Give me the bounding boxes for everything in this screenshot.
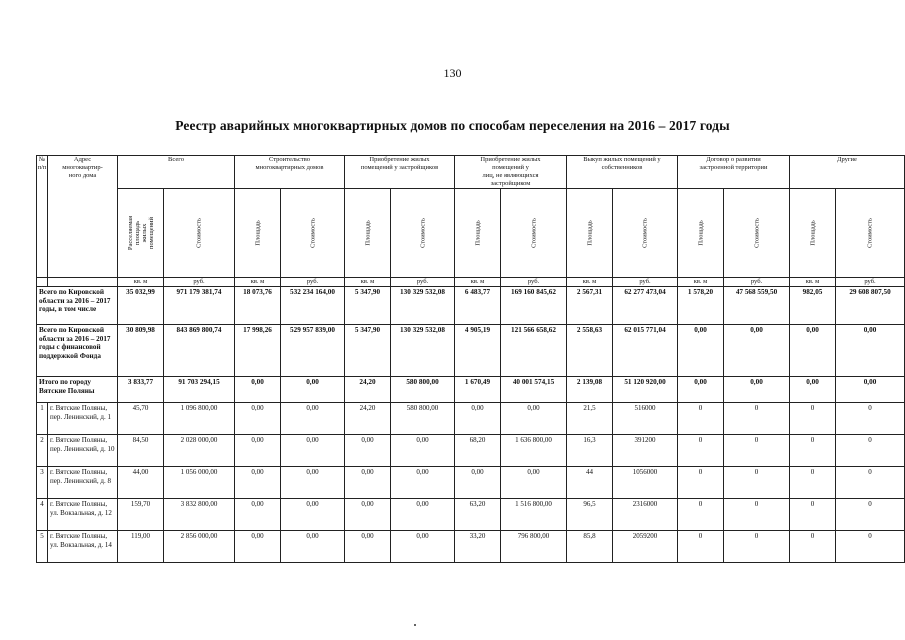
table-row <box>37 531 905 563</box>
row-number: 1 <box>37 403 48 435</box>
value-cell: 68,20 <box>455 435 501 467</box>
value-cell: 0 <box>790 435 836 467</box>
summary-value-cell: 47 568 559,50 <box>724 287 790 325</box>
summary-value-cell: 843 869 800,74 <box>164 325 235 377</box>
subheader-cell <box>567 189 613 278</box>
table-row <box>37 499 905 531</box>
value-cell: 2059200 <box>613 531 678 563</box>
header-address: Адрес многоквартир- ного дома <box>48 156 118 278</box>
summary-value-cell: 580 800,00 <box>391 377 455 403</box>
value-cell: 796 800,00 <box>501 531 567 563</box>
subheader-label: Стоимость <box>866 218 874 248</box>
table-body <box>37 287 905 563</box>
subheader-label: Площадь <box>254 220 261 246</box>
subheader-cell <box>455 189 501 278</box>
subheader-label: Площадь <box>697 220 704 246</box>
summary-value-cell: 0,00 <box>281 377 345 403</box>
summary-value-cell: 2 567,31 <box>567 287 613 325</box>
value-cell: 0 <box>836 531 905 563</box>
header-group-purchase-developers: Приобретение жилых помещений у застройщиков <box>345 156 455 189</box>
summary-row <box>37 287 905 325</box>
unit-cell: кв. м <box>345 278 391 287</box>
row-number: 5 <box>37 531 48 563</box>
summary-value-cell: 0,00 <box>724 325 790 377</box>
summary-value-cell: 18 073,76 <box>235 287 281 325</box>
value-cell: 0 <box>790 403 836 435</box>
value-cell: 0 <box>724 467 790 499</box>
value-cell: 0,00 <box>391 499 455 531</box>
header-group-purchase-non-developers: Приобретение жилых помещений у лиц, не являющихся застройщиком <box>455 156 567 189</box>
registry-table <box>36 155 905 563</box>
value-cell: 1 636 800,00 <box>501 435 567 467</box>
summary-value-cell: 0,00 <box>836 377 905 403</box>
units-empty <box>48 278 118 287</box>
value-cell: 0,00 <box>345 499 391 531</box>
unit-cell: руб. <box>501 278 567 287</box>
value-cell: 0 <box>678 467 724 499</box>
value-cell: 0 <box>836 499 905 531</box>
value-cell: 44 <box>567 467 613 499</box>
summary-value-cell: 35 032,99 <box>118 287 164 325</box>
subheader-label: Площадь <box>586 220 593 246</box>
value-cell: 63,20 <box>455 499 501 531</box>
value-cell: 0,00 <box>281 435 345 467</box>
row-address: г. Вятские Поляны, ул. Вокзальная, д. 12 <box>48 499 118 531</box>
summary-value-cell: 51 120 920,00 <box>613 377 678 403</box>
summary-value-cell: 130 329 532,08 <box>391 325 455 377</box>
value-cell: 0,00 <box>345 531 391 563</box>
value-cell: 2316000 <box>613 499 678 531</box>
row-address: г. Вятские Поляны, пер. Ленинский, д. 10 <box>48 435 118 467</box>
summary-value-cell: 2 139,08 <box>567 377 613 403</box>
summary-value-cell: 0,00 <box>678 325 724 377</box>
unit-cell: руб. <box>724 278 790 287</box>
units-empty <box>37 278 48 287</box>
summary-value-cell: 0,00 <box>235 377 281 403</box>
unit-cell: кв. м <box>678 278 724 287</box>
header-group-other: Другие <box>790 156 905 189</box>
value-cell: 0 <box>836 467 905 499</box>
value-cell: 0,00 <box>281 403 345 435</box>
summary-value-cell: 2 558,63 <box>567 325 613 377</box>
subheader-cell <box>391 189 455 278</box>
value-cell: 0 <box>724 435 790 467</box>
subheader-label: Стоимость <box>195 218 203 248</box>
row-address: г. Вятские Поляны, ул. Вокзальная, д. 14 <box>48 531 118 563</box>
summary-label: Всего по Кировской области за 2016 – 2017 годы с финансовой поддержкой Фонда <box>37 325 118 377</box>
unit-cell: руб. <box>836 278 905 287</box>
subheader-label: Стоимость <box>641 218 649 248</box>
unit-cell: руб. <box>613 278 678 287</box>
summary-label: Итого по городу Вятские Поляны <box>37 377 118 403</box>
value-cell: 159,70 <box>118 499 164 531</box>
summary-label: Всего по Кировской области за 2016 – 2017 годы, в том числе <box>37 287 118 325</box>
header-group-total: Всего <box>118 156 235 189</box>
value-cell: 0 <box>790 499 836 531</box>
value-cell: 1 516 800,00 <box>501 499 567 531</box>
unit-cell: кв. м <box>567 278 613 287</box>
summary-value-cell: 532 234 164,00 <box>281 287 345 325</box>
unit-cell: руб. <box>391 278 455 287</box>
value-cell: 516000 <box>613 403 678 435</box>
value-cell: 0 <box>724 531 790 563</box>
value-cell: 3 832 800,00 <box>164 499 235 531</box>
document-title: Реестр аварийных многоквартирных домов по способам переселения на 2016 – 2017 годы <box>175 118 730 133</box>
subheader-label: Площадь <box>474 220 481 246</box>
subheader-cell <box>790 189 836 278</box>
value-cell: 0 <box>790 531 836 563</box>
row-address: г. Вятские Поляны, пер. Ленинский, д. 8 <box>48 467 118 499</box>
header-num: № п/п <box>37 156 48 278</box>
value-cell: 0,00 <box>345 467 391 499</box>
row-number: 2 <box>37 435 48 467</box>
summary-value-cell: 971 179 381,74 <box>164 287 235 325</box>
value-cell: 0,00 <box>501 403 567 435</box>
subheader-cell <box>678 189 724 278</box>
summary-value-cell: 0,00 <box>678 377 724 403</box>
summary-value-cell: 529 957 839,00 <box>281 325 345 377</box>
summary-value-cell: 62 015 771,04 <box>613 325 678 377</box>
page-number: 130 <box>443 66 462 80</box>
unit-cell: кв. м <box>455 278 501 287</box>
summary-value-cell: 4 905,19 <box>455 325 501 377</box>
header-group-buyout: Выкуп жилых помещений у собственников <box>567 156 678 189</box>
value-cell: 2 028 000,00 <box>164 435 235 467</box>
summary-value-cell: 0,00 <box>724 377 790 403</box>
value-cell: 0,00 <box>281 467 345 499</box>
value-cell: 44,00 <box>118 467 164 499</box>
summary-value-cell: 982,05 <box>790 287 836 325</box>
summary-value-cell: 17 998,26 <box>235 325 281 377</box>
value-cell: 0 <box>678 531 724 563</box>
summary-value-cell: 0,00 <box>790 325 836 377</box>
unit-cell: кв. м <box>235 278 281 287</box>
summary-value-cell: 30 809,98 <box>118 325 164 377</box>
value-cell: 0,00 <box>235 499 281 531</box>
subheader-label: Стоимость <box>419 218 426 248</box>
summary-value-cell: 62 277 473,04 <box>613 287 678 325</box>
summary-value-cell: 24,20 <box>345 377 391 403</box>
summary-value-cell: 91 703 294,15 <box>164 377 235 403</box>
value-cell: 0,00 <box>235 403 281 435</box>
subheader-label: Площадь <box>364 220 371 246</box>
subheader-label: Стоимость <box>309 218 316 248</box>
value-cell: 33,20 <box>455 531 501 563</box>
summary-value-cell: 6 483,77 <box>455 287 501 325</box>
summary-value-cell: 5 347,90 <box>345 325 391 377</box>
summary-value-cell: 130 329 532,08 <box>391 287 455 325</box>
summary-value-cell: 0,00 <box>836 325 905 377</box>
value-cell: 0,00 <box>281 531 345 563</box>
value-cell: 0,00 <box>281 499 345 531</box>
value-cell: 580 800,00 <box>391 403 455 435</box>
subheader-cell <box>613 189 678 278</box>
summary-row <box>37 325 905 377</box>
summary-value-cell: 0,00 <box>790 377 836 403</box>
row-number: 4 <box>37 499 48 531</box>
subheader-cell <box>724 189 790 278</box>
summary-value-cell: 40 001 574,15 <box>501 377 567 403</box>
summary-value-cell: 3 833,77 <box>118 377 164 403</box>
summary-value-cell: 1 670,49 <box>455 377 501 403</box>
value-cell: 1 056 000,00 <box>164 467 235 499</box>
subheader-label: Стоимость <box>753 218 760 248</box>
value-cell: 391200 <box>613 435 678 467</box>
summary-value-cell: 29 608 807,50 <box>836 287 905 325</box>
summary-value-cell: 1 578,20 <box>678 287 724 325</box>
value-cell: 0 <box>836 403 905 435</box>
value-cell: 119,00 <box>118 531 164 563</box>
units-row <box>37 278 905 287</box>
table-row <box>37 435 905 467</box>
header-group-development-agreement: Договор о развитии застроенной территории <box>678 156 790 189</box>
value-cell: 85,8 <box>567 531 613 563</box>
subheader-cell <box>501 189 567 278</box>
value-cell: 84,50 <box>118 435 164 467</box>
summary-row <box>37 377 905 403</box>
subheader-label: Расселяемая площадь жилых помещений <box>126 215 155 251</box>
value-cell: 0,00 <box>345 435 391 467</box>
value-cell: 0 <box>678 403 724 435</box>
subheader-label: Стоимость <box>530 218 537 248</box>
row-address: г. Вятские Поляны, пер. Ленинский, д. 1 <box>48 403 118 435</box>
value-cell: 0 <box>724 403 790 435</box>
value-cell: 0,00 <box>391 435 455 467</box>
subheader-cell <box>164 189 235 278</box>
table-row <box>37 403 905 435</box>
value-cell: 0 <box>790 467 836 499</box>
subheader-cell <box>281 189 345 278</box>
unit-cell: кв. м <box>790 278 836 287</box>
unit-cell: руб. <box>281 278 345 287</box>
subheader-cell <box>345 189 391 278</box>
value-cell: 0 <box>724 499 790 531</box>
value-cell: 0,00 <box>235 435 281 467</box>
value-cell: 21,5 <box>567 403 613 435</box>
subheader-label: Площадь <box>809 220 816 246</box>
row-number: 3 <box>37 467 48 499</box>
unit-cell: руб. <box>164 278 235 287</box>
summary-value-cell: 169 160 845,62 <box>501 287 567 325</box>
table-row <box>37 467 905 499</box>
value-cell: 0,00 <box>455 467 501 499</box>
value-cell: 96,5 <box>567 499 613 531</box>
value-cell: 0,00 <box>235 531 281 563</box>
value-cell: 2 856 000,00 <box>164 531 235 563</box>
value-cell: 16,3 <box>567 435 613 467</box>
value-cell: 0 <box>678 435 724 467</box>
summary-value-cell: 121 566 658,62 <box>501 325 567 377</box>
value-cell: 0 <box>836 435 905 467</box>
subheader-cell <box>118 189 164 278</box>
value-cell: 24,20 <box>345 403 391 435</box>
unit-cell: кв. м <box>118 278 164 287</box>
subheader-cell <box>836 189 905 278</box>
scan-speck <box>414 624 416 626</box>
value-cell: 0,00 <box>455 403 501 435</box>
value-cell: 0,00 <box>235 467 281 499</box>
value-cell: 0,00 <box>391 467 455 499</box>
summary-value-cell: 5 347,90 <box>345 287 391 325</box>
value-cell: 0,00 <box>501 467 567 499</box>
value-cell: 0,00 <box>391 531 455 563</box>
value-cell: 0 <box>678 499 724 531</box>
value-cell: 1 096 800,00 <box>164 403 235 435</box>
subheader-cell <box>235 189 281 278</box>
header-group-construction: Строительство многоквартирных домов <box>235 156 345 189</box>
value-cell: 1056000 <box>613 467 678 499</box>
value-cell: 45,70 <box>118 403 164 435</box>
